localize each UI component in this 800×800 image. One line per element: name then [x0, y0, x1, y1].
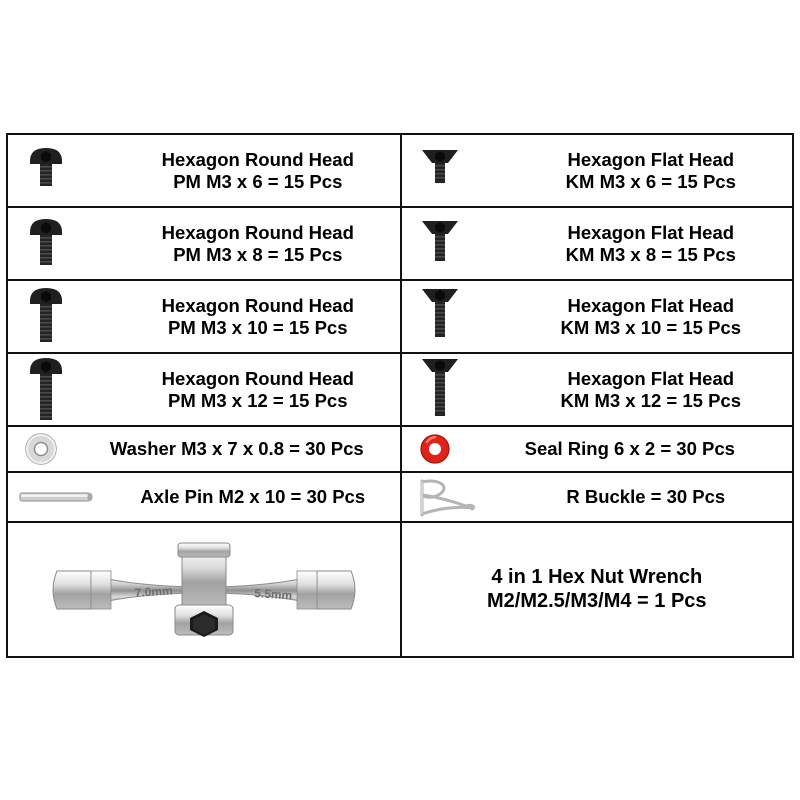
- table-row: [8, 354, 792, 427]
- item-label-line2: KM M3 x 12 = 15 Pcs: [560, 389, 742, 411]
- item-label-line1: Washer M3 x 7 x 0.8 = 30 Pcs: [109, 438, 364, 460]
- table-cell-left: [8, 523, 402, 656]
- table-row: [8, 473, 792, 523]
- seal-ring-icon: [402, 431, 468, 467]
- table-row: [8, 208, 792, 281]
- item-label: [116, 149, 400, 193]
- hex-flat-head-screw-icon: [402, 354, 510, 425]
- item-label: [116, 295, 400, 339]
- axle-pin-icon: [8, 485, 106, 509]
- item-label: [510, 295, 792, 339]
- table-cell-right: [402, 281, 792, 352]
- item-label-line2: PM M3 x 12 = 15 Pcs: [168, 389, 348, 411]
- hex-nut-wrench-icon: [8, 535, 400, 645]
- table-cell-right: [402, 473, 792, 521]
- item-label: [510, 222, 792, 266]
- item-label: [402, 566, 792, 613]
- item-label-line1: Hexagon Round Head: [161, 221, 354, 243]
- table-cell-left: [8, 208, 402, 279]
- table-cell-left: [8, 473, 402, 521]
- table-cell-left: [8, 354, 402, 425]
- item-label: [468, 438, 792, 460]
- hex-flat-head-screw-icon: [402, 283, 510, 351]
- item-label: [116, 222, 400, 266]
- contents-table: [6, 133, 794, 658]
- item-label-line1: R Buckle = 30 Pcs: [566, 486, 726, 508]
- wrench-size-right: 5.5mm: [253, 585, 293, 603]
- table-row: [8, 281, 792, 354]
- item-label-line2: KM M3 x 10 = 15 Pcs: [560, 316, 742, 338]
- item-label-line1: Hexagon Flat Head: [567, 221, 735, 243]
- item-label: [74, 438, 400, 460]
- item-label-line2: KM M3 x 6 = 15 Pcs: [565, 170, 736, 192]
- item-label-line2: PM M3 x 10 = 15 Pcs: [168, 316, 348, 338]
- hex-round-head-screw-icon: [8, 283, 116, 351]
- item-label-line1: Hexagon Flat Head: [567, 148, 735, 170]
- table-cell-left: [8, 135, 402, 206]
- item-label-line2: PM M3 x 6 = 15 Pcs: [173, 170, 343, 192]
- item-label-line2: PM M3 x 8 = 15 Pcs: [173, 243, 343, 265]
- hex-round-head-screw-icon: [8, 354, 116, 425]
- table-row: [8, 523, 792, 656]
- table-cell-right: [402, 208, 792, 279]
- table-row: [8, 135, 792, 208]
- hex-round-head-screw-icon: [8, 213, 116, 275]
- item-label: [500, 486, 792, 508]
- hex-flat-head-screw-icon: [402, 213, 510, 275]
- item-label-line1: Axle Pin M2 x 10 = 30 Pcs: [140, 486, 366, 508]
- item-label-line1: Hexagon Round Head: [161, 367, 354, 389]
- item-label-line1: Hexagon Flat Head: [567, 367, 735, 389]
- item-label: [510, 368, 792, 412]
- item-label: [510, 149, 792, 193]
- table-cell-right: [402, 523, 792, 656]
- table-cell-right: [402, 354, 792, 425]
- item-label-line1: Hexagon Round Head: [161, 294, 354, 316]
- item-label-line2: M2/M2.5/M3/M4 = 1 Pcs: [487, 589, 707, 612]
- item-label-line2: KM M3 x 8 = 15 Pcs: [565, 243, 736, 265]
- table-row: [8, 427, 792, 473]
- r-buckle-icon: [402, 475, 500, 519]
- table-cell-right: [402, 135, 792, 206]
- table-cell-left: [8, 281, 402, 352]
- table-cell-right: [402, 427, 792, 471]
- item-label: [106, 486, 400, 508]
- item-label-line1: Hexagon Round Head: [161, 148, 354, 170]
- item-label: [116, 368, 400, 412]
- item-label-line1: Hexagon Flat Head: [567, 294, 735, 316]
- item-label-line1: 4 in 1 Hex Nut Wrench: [491, 565, 703, 588]
- wrench-size-left: 7.0mm: [134, 582, 173, 600]
- washer-icon: [8, 431, 74, 467]
- hex-round-head-screw-icon: [8, 142, 116, 200]
- table-cell-left: [8, 427, 402, 471]
- item-label-line1: Seal Ring 6 x 2 = 30 Pcs: [524, 438, 735, 460]
- hex-flat-head-screw-icon: [402, 142, 510, 200]
